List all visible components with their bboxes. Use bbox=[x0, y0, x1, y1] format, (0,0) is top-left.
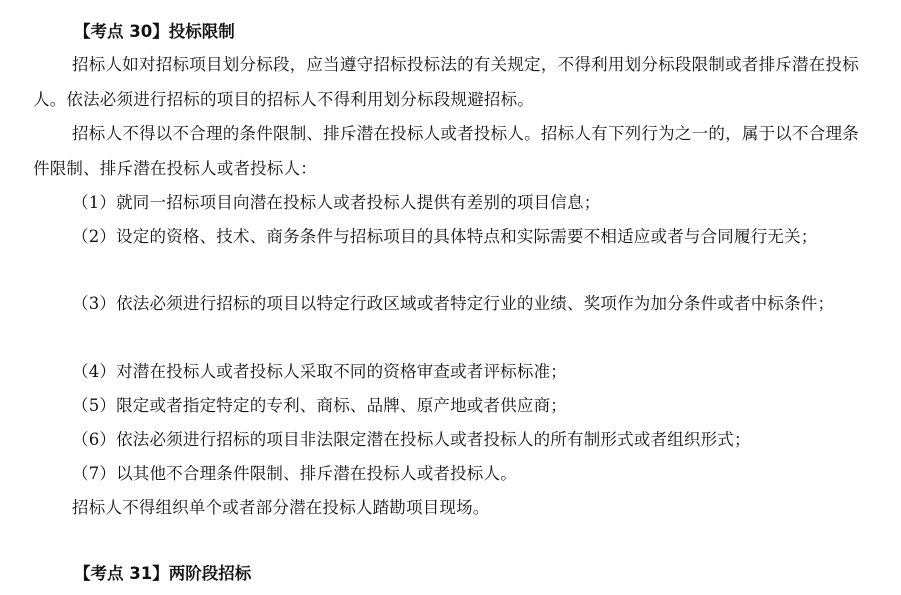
list-item-6: （6）依法必须进行招标的项目非法限定潜在投标人或者投标人的所有制形式或者组织形式； bbox=[72, 430, 751, 449]
list-item-1: （1）就同一招标项目向潜在投标人或者投标人提供有差别的项目信息； bbox=[72, 193, 601, 212]
paragraph-unreasonable-conditions-intro: 招标人不得以不合理的条件限制、排斥潜在投标人或者投标人。招标人有下列行为之一的，属于以不合理条件限制、排斥潜在投标人或者投标人： bbox=[33, 124, 859, 178]
list-item-2: （2）设定的资格、技术、商务条件与招标项目的具体特点和实际需要不相适应或者与合同履行无关； bbox=[72, 227, 818, 246]
list-item-7: （7）以其他不合理条件限制、排斥潜在投标人或者投标人。 bbox=[72, 464, 517, 483]
list-item-5: （5）限定或者指定特定的专利、商标、品牌、原产地或者供应商； bbox=[72, 396, 567, 415]
list-item-4: （4）对潜在投标人或者投标人采取不同的资格审查或者评标标准； bbox=[72, 362, 567, 381]
paragraph-site-visit-rule: 招标人不得组织单个或者部分潜在投标人踏勘项目现场。 bbox=[72, 498, 490, 517]
paragraph-bid-section-rules: 招标人如对招标项目划分标段，应当遵守招标投标法的有关规定，不得利用划分标段限制或者排斥潜在投标人。依法必须进行招标的项目的招标人不得利用划分标段规避招标。 bbox=[33, 55, 859, 109]
section-heading-30: 【考点 30】投标限制 bbox=[74, 22, 235, 41]
list-item-3: （3）依法必须进行招标的项目以特定行政区域或者特定行业的业绩、奖项作为加分条件或者中标条件； bbox=[72, 294, 835, 313]
section-heading-31: 【考点 31】两阶段招标 bbox=[74, 564, 252, 583]
